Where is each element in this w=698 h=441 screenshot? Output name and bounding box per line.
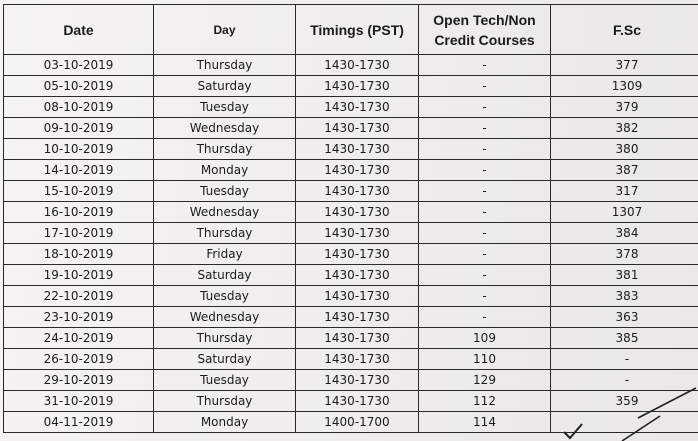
cell-open-tech: - [419, 307, 551, 328]
header-open-tech: Open Tech/Non Credit Courses [419, 5, 551, 55]
cell-fsc: 377 [551, 55, 698, 76]
cell-date: 09-10-2019 [4, 118, 154, 139]
table-row [4, 328, 698, 349]
cell-timings: 1430-1730 [296, 349, 419, 370]
cell-fsc: 385 [551, 328, 698, 349]
cell-date: 03-10-2019 [4, 55, 154, 76]
cell-fsc: 379 [551, 97, 698, 118]
table-row [4, 370, 698, 391]
cell-fsc: 1309 [551, 76, 698, 97]
cell-open-tech: - [419, 97, 551, 118]
table-row [4, 244, 698, 265]
cell-day: Wednesday [154, 118, 296, 139]
header-row [4, 5, 698, 55]
cell-fsc: 359 [551, 391, 698, 412]
cell-fsc: 380 [551, 139, 698, 160]
cell-timings: 1430-1730 [296, 202, 419, 223]
cell-open-tech: 112 [419, 391, 551, 412]
cell-open-tech: - [419, 286, 551, 307]
cell-day: Thursday [154, 139, 296, 160]
cell-date: 22-10-2019 [4, 286, 154, 307]
cell-date: 14-10-2019 [4, 160, 154, 181]
cell-timings: 1430-1730 [296, 328, 419, 349]
cell-timings: 1430-1730 [296, 244, 419, 265]
cell-open-tech: - [419, 118, 551, 139]
cell-day: Wednesday [154, 307, 296, 328]
cell-date: 31-10-2019 [4, 391, 154, 412]
cell-fsc [551, 412, 698, 433]
header-date: Date [4, 5, 154, 55]
cell-date: 08-10-2019 [4, 97, 154, 118]
cell-day: Monday [154, 160, 296, 181]
cell-fsc: 1307 [551, 202, 698, 223]
cell-open-tech: - [419, 202, 551, 223]
cell-open-tech: - [419, 55, 551, 76]
cell-day: Saturday [154, 76, 296, 97]
table-row [4, 139, 698, 160]
table-row [4, 412, 698, 433]
cell-date: 16-10-2019 [4, 202, 154, 223]
table-row [4, 55, 698, 76]
cell-date: 17-10-2019 [4, 223, 154, 244]
cell-open-tech: - [419, 265, 551, 286]
cell-date: 29-10-2019 [4, 370, 154, 391]
cell-fsc: 381 [551, 265, 698, 286]
cell-fsc: 363 [551, 307, 698, 328]
cell-fsc: 384 [551, 223, 698, 244]
cell-timings: 1430-1730 [296, 370, 419, 391]
cell-open-tech: - [419, 160, 551, 181]
cell-timings: 1430-1730 [296, 55, 419, 76]
table-row [4, 349, 698, 370]
cell-day: Thursday [154, 328, 296, 349]
table-row [4, 118, 698, 139]
table-row [4, 160, 698, 181]
cell-open-tech: - [419, 76, 551, 97]
cell-open-tech: - [419, 139, 551, 160]
cell-timings: 1430-1730 [296, 139, 419, 160]
cell-day: Tuesday [154, 370, 296, 391]
cell-open-tech: 114 [419, 412, 551, 433]
cell-day: Thursday [154, 55, 296, 76]
cell-date: 19-10-2019 [4, 265, 154, 286]
cell-day: Tuesday [154, 181, 296, 202]
table-row [4, 97, 698, 118]
cell-open-tech: 110 [419, 349, 551, 370]
table-row [4, 223, 698, 244]
cell-fsc: 378 [551, 244, 698, 265]
table-body [4, 55, 698, 433]
cell-open-tech: 129 [419, 370, 551, 391]
cell-day: Wednesday [154, 202, 296, 223]
table-row [4, 307, 698, 328]
cell-fsc: 317 [551, 181, 698, 202]
header-timings: Timings (PST) [296, 5, 419, 55]
cell-date: 04-11-2019 [4, 412, 154, 433]
cell-open-tech: 109 [419, 328, 551, 349]
cell-date: 05-10-2019 [4, 76, 154, 97]
cell-date: 26-10-2019 [4, 349, 154, 370]
cell-timings: 1430-1730 [296, 265, 419, 286]
cell-date: 10-10-2019 [4, 139, 154, 160]
cell-day: Saturday [154, 349, 296, 370]
exam-schedule-table [3, 4, 698, 433]
cell-day: Tuesday [154, 97, 296, 118]
table-row [4, 202, 698, 223]
cell-day: Monday [154, 412, 296, 433]
cell-day: Saturday [154, 265, 296, 286]
cell-fsc: 382 [551, 118, 698, 139]
cell-date: 24-10-2019 [4, 328, 154, 349]
cell-timings: 1400-1700 [296, 412, 419, 433]
table-row [4, 265, 698, 286]
table-row [4, 286, 698, 307]
cell-open-tech: - [419, 181, 551, 202]
cell-timings: 1430-1730 [296, 391, 419, 412]
cell-timings: 1430-1730 [296, 181, 419, 202]
cell-timings: 1430-1730 [296, 118, 419, 139]
cell-fsc: 383 [551, 286, 698, 307]
cell-fsc: - [551, 370, 698, 391]
cell-timings: 1430-1730 [296, 76, 419, 97]
cell-timings: 1430-1730 [296, 160, 419, 181]
cell-timings: 1430-1730 [296, 223, 419, 244]
cell-day: Thursday [154, 223, 296, 244]
cell-day: Friday [154, 244, 296, 265]
cell-fsc: 387 [551, 160, 698, 181]
cell-open-tech: - [419, 223, 551, 244]
cell-day: Thursday [154, 391, 296, 412]
cell-date: 18-10-2019 [4, 244, 154, 265]
header-day: Day [154, 5, 296, 55]
cell-date: 23-10-2019 [4, 307, 154, 328]
cell-timings: 1430-1730 [296, 307, 419, 328]
cell-fsc: - [551, 349, 698, 370]
cell-date: 15-10-2019 [4, 181, 154, 202]
table-row [4, 391, 698, 412]
cell-open-tech: - [419, 244, 551, 265]
cell-day: Tuesday [154, 286, 296, 307]
cell-timings: 1430-1730 [296, 286, 419, 307]
table-row [4, 181, 698, 202]
table-row [4, 76, 698, 97]
header-fsc: F.Sc [551, 5, 698, 55]
cell-timings: 1430-1730 [296, 97, 419, 118]
